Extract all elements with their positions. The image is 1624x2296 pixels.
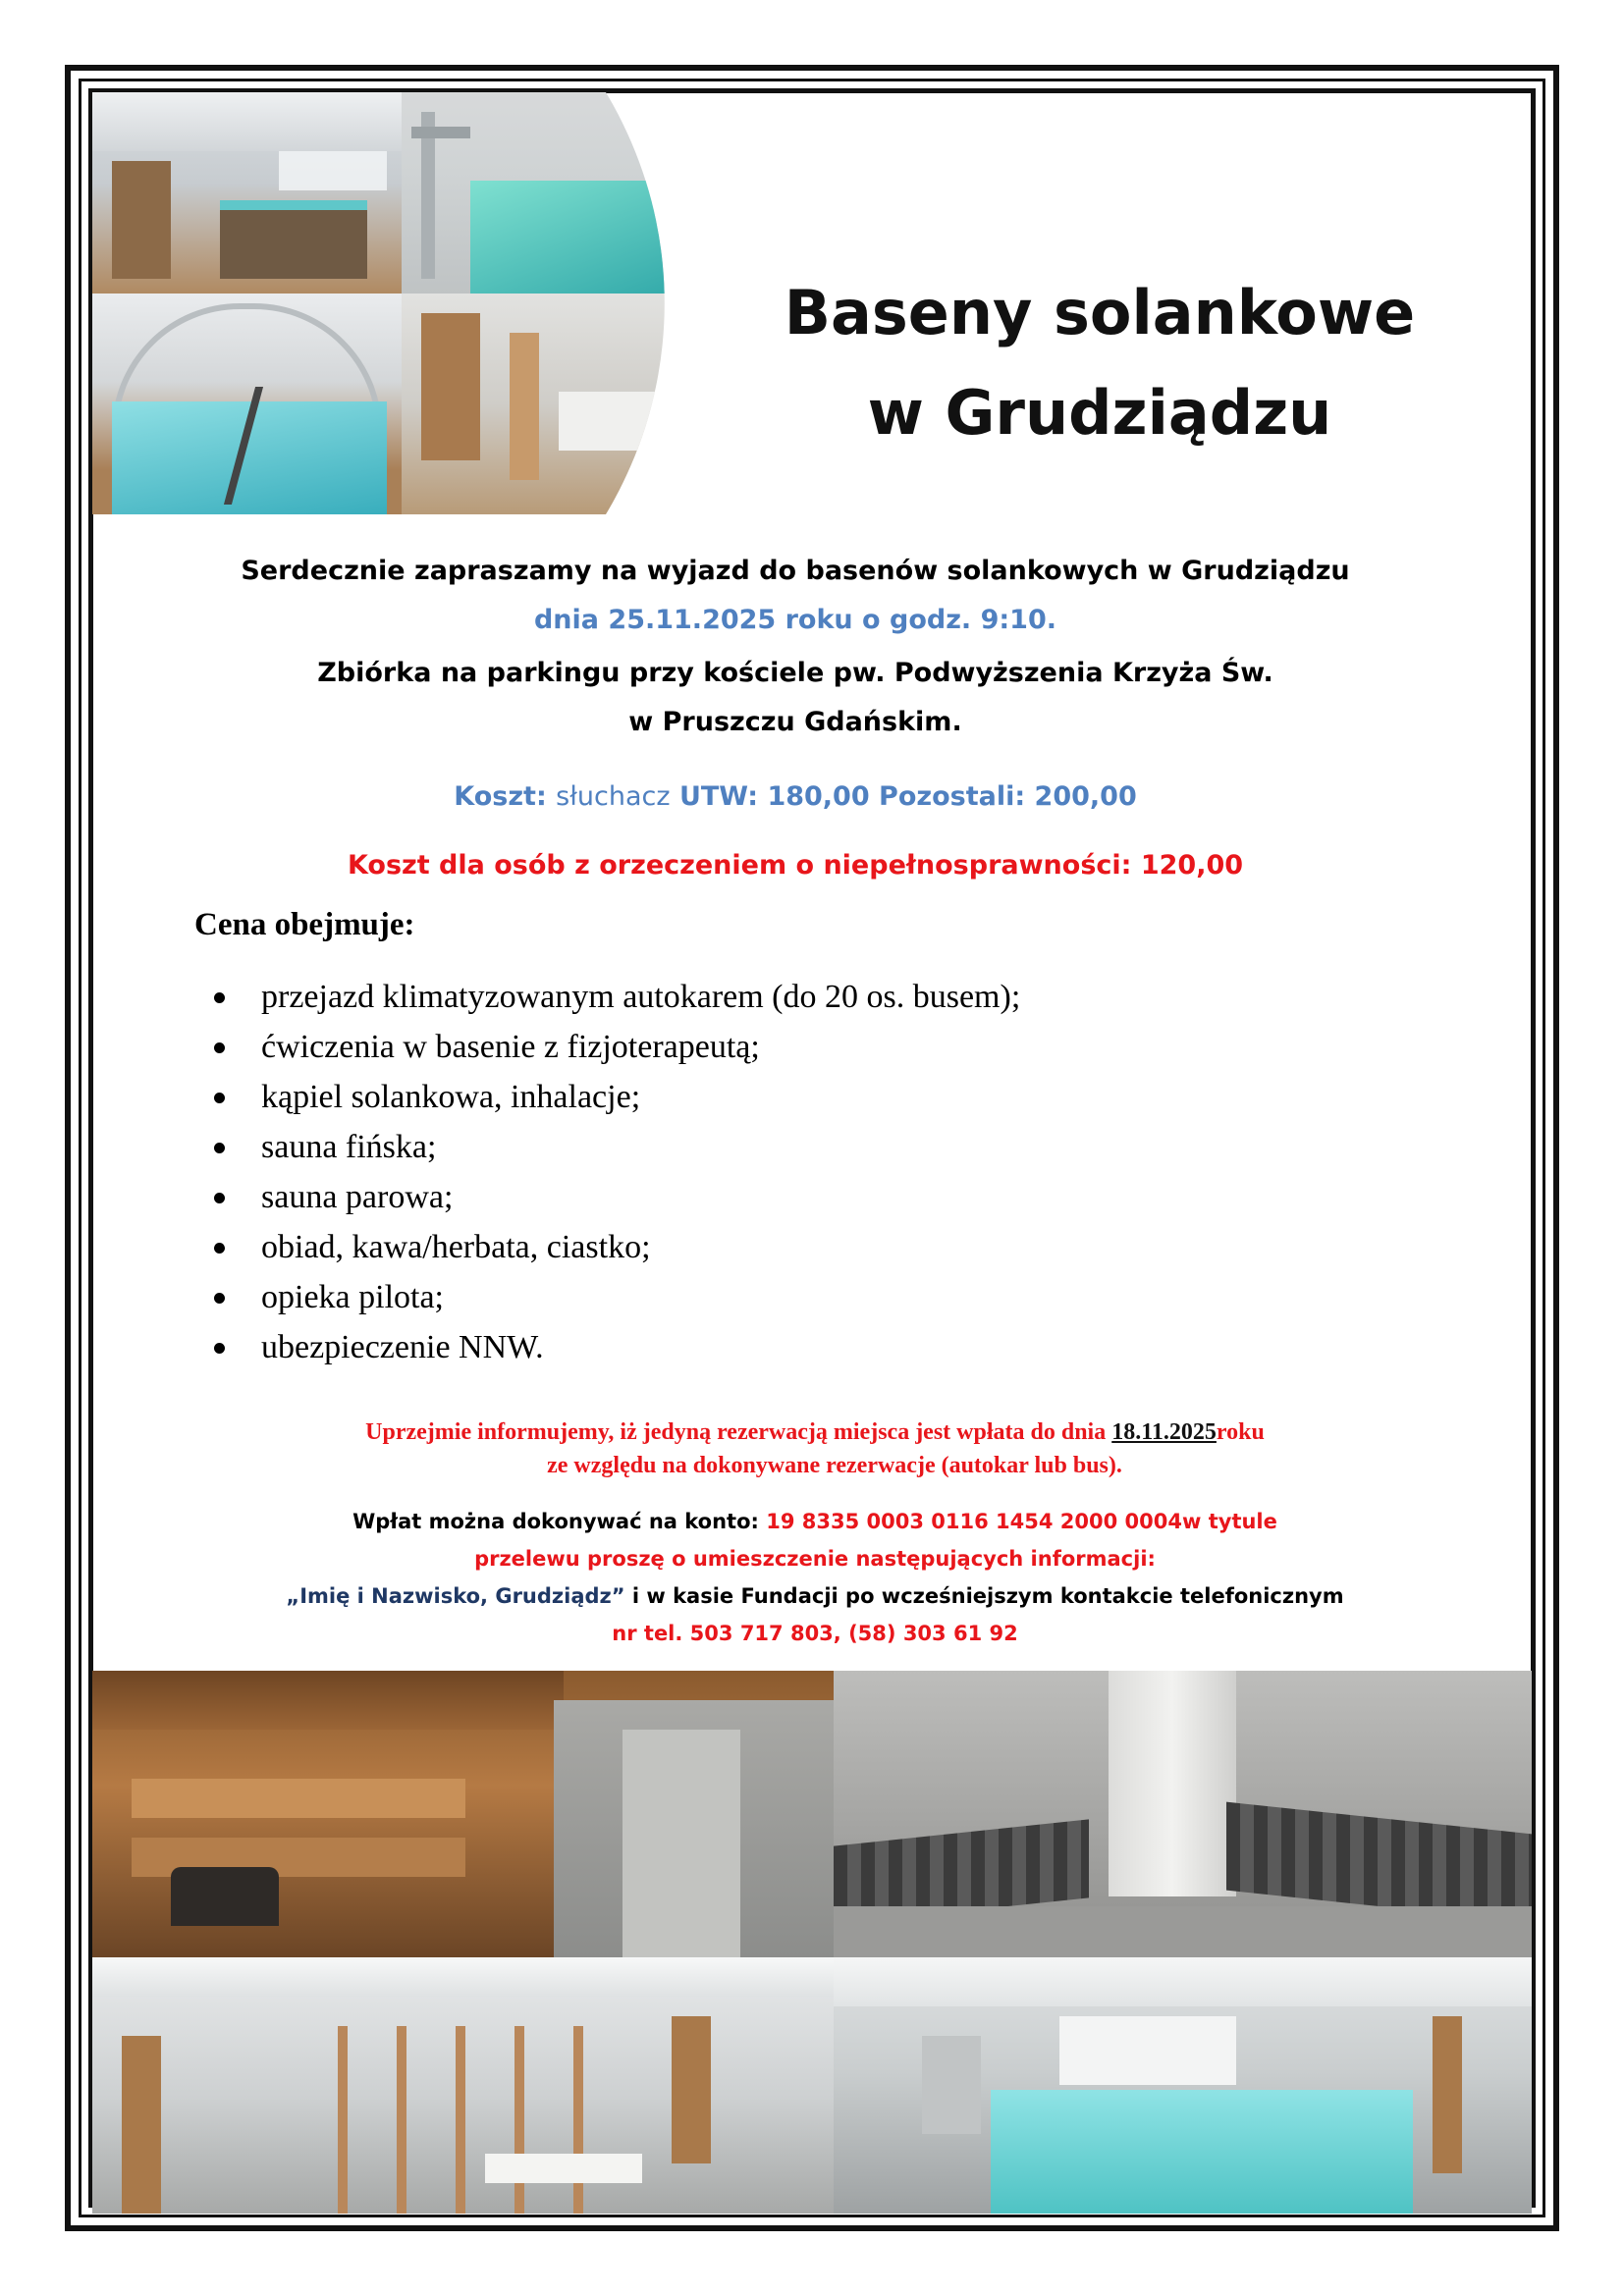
reservation-notice-line-1: Uprzejmie informujemy, iż jedyną rezerwacją miejsca jest wpłata do dnia 18.11.2025roku <box>365 1419 1265 1445</box>
list-item: opieka pilota; <box>214 1272 1020 1322</box>
invite-line-1: Serdecznie zapraszamy na wyjazd do basenów solankowych w Grudziądzu <box>241 556 1350 586</box>
title-line-1: Baseny solankowe <box>784 277 1416 348</box>
included-heading: Cena obejmuje: <box>194 907 415 942</box>
payment-phone: nr tel. 503 717 803, (58) 303 61 92 <box>612 1622 1018 1645</box>
invite-meeting-place: Zbiórka na parkingu przy kościele pw. Podwyższenia Krzyża Św. <box>317 658 1273 688</box>
list-item: kąpiel solankowa, inhalacje; <box>214 1072 1020 1122</box>
photo-brine-pool <box>834 1957 1532 2214</box>
bullet-icon <box>214 1243 225 1254</box>
header-photo-collage <box>92 92 701 514</box>
payment-line-3: „Imię i Nazwisko, Grudziądz” i w kasie Fundacji po wcześniejszym kontakcie telefonicznym <box>286 1584 1344 1608</box>
bullet-icon <box>214 1193 225 1203</box>
transfer-title-quote: „Imię i Nazwisko, Grudziądz” <box>286 1584 625 1608</box>
bullet-icon <box>214 1293 225 1304</box>
cost-disability: Koszt dla osób z orzeczeniem o niepełnosprawności: 120,00 <box>347 850 1244 881</box>
cost-label: Koszt: <box>454 781 547 812</box>
photo-steam-room <box>834 1671 1532 1957</box>
list-item: przejazd klimatyzowanym autokarem (do 20 os. busem); <box>214 972 1020 1022</box>
list-item: sauna parowa; <box>214 1172 1020 1222</box>
cost-listener: słuchacz <box>556 781 671 812</box>
bullet-icon <box>214 1093 225 1103</box>
page-title <box>727 263 1473 463</box>
photo-finnish-sauna <box>92 1671 834 1957</box>
title-line-2: w Grudziądzu <box>867 377 1332 449</box>
list-item: ubezpieczenie NNW. <box>214 1322 1020 1372</box>
list-item: sauna fińska; <box>214 1122 1020 1172</box>
list-item: ćwiczenia w basenie z fizjoterapeutą; <box>214 1022 1020 1072</box>
payment-line-2: przelewu proszę o umieszczenie następujących informacji: <box>474 1547 1156 1571</box>
cost-line <box>157 781 1434 812</box>
invite-town: w Pruszczu Gdańskim. <box>628 707 962 737</box>
bottom-photo-grid <box>92 1671 1532 2214</box>
photo-jacuzzi-hall <box>92 92 402 294</box>
payment-line-1: Wpłat można dokonywać na konto: 19 8335 0003 0116 1454 2000 0004w tytule <box>352 1510 1277 1533</box>
invite-date: dnia 25.11.2025 roku o godz. 9:10. <box>533 605 1056 635</box>
bullet-icon <box>214 1042 225 1053</box>
bank-account: 19 8335 0003 0116 1454 2000 0004w tytule <box>766 1510 1277 1533</box>
bullet-icon <box>214 1343 225 1354</box>
reservation-notice-line-2: ze względu na dokonywane rezerwacje (autokar lub bus). <box>547 1453 1122 1478</box>
photo-arched-pool <box>92 294 402 514</box>
deadline-date: 18.11.2025 <box>1111 1419 1217 1445</box>
bullet-icon <box>214 1143 225 1153</box>
list-item: obiad, kawa/herbata, ciastko; <box>214 1222 1020 1272</box>
cost-values: UTW: 180,00 Pozostali: 200,00 <box>678 781 1137 812</box>
bullet-icon <box>214 992 225 1003</box>
included-list <box>214 972 1020 1372</box>
photo-relax-room <box>92 1957 834 2214</box>
